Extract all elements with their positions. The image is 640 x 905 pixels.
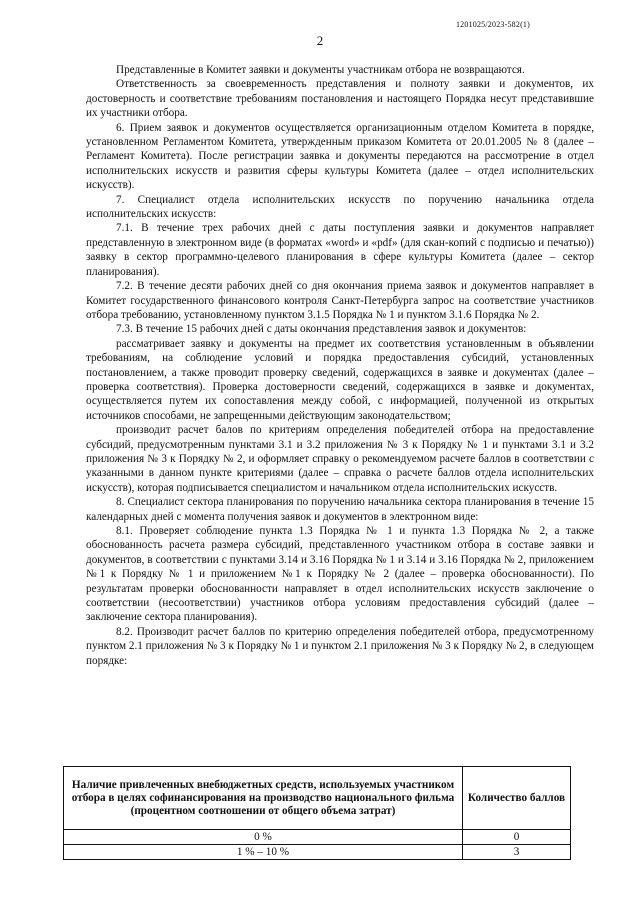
header-points: Количество баллов xyxy=(463,767,571,830)
page-number: 2 xyxy=(316,33,324,48)
paragraph-8: 8. Специалист сектора планирования по поручению начальника сектора планирования в течение 15 календарных дней с момента получения заявок и документов в электронном виде: xyxy=(86,496,594,523)
row-points: 3 xyxy=(463,845,571,860)
row-points: 0 xyxy=(463,830,571,845)
document-body xyxy=(86,63,594,668)
row-range: 1 % – 10 % xyxy=(64,845,463,860)
table-row xyxy=(64,830,571,845)
paragraph-8-2: 8.2. Производит расчет баллов по критерию определения победителей отбора, предусмотренному пунктом 2.1 приложения № 3 к Порядку № 1 и пунктом 2.1 приложения № 3 к Порядку № 2, в следующем порядке: xyxy=(86,625,594,667)
table-header-row xyxy=(64,767,571,830)
paragraph-6: 6. Прием заявок и документов осуществляется организационным отделом Комитета в порядке, установленном Регламентом Комитета, утвержденным приказом Комитета от 20.01.2005 № 8 (далее – Регламент Комитета). После регистрации заявка и документы передаются на рассмотрение в отдел исполнительских искусств и развития сферы культуры Комитета (далее – отдел исполнительских искусств). xyxy=(86,121,594,192)
scoring-table xyxy=(63,766,571,860)
document-number: 1201025/2023-582(1) xyxy=(455,20,530,29)
row-range: 0 % xyxy=(64,830,463,845)
table-row xyxy=(64,845,571,860)
header-funding-share: Наличие привлеченных внебюджетных средств, используемых участником отбора в целях софинансирования на производство национального фильма (процентном соотношении от общего объема затрат) xyxy=(64,767,463,830)
paragraph-7-3-scoring: производит расчет балов по критериям определения победителей отбора на предоставление субсидий, предусмотренным пунктами 3.1 и 3.2 приложения № 3 к Порядку № 1 и пунктами 3.1 и 3.2 приложения № 3 к Порядку № 2, и оформляет справку о рекомендуемом расчете баллов в соответствии с указанными в данном пункте критериями (далее – справка о расчете баллов отдела исполнительских искусств), которая подписывается специалистом и начальником отдела исполнительских искусств. xyxy=(86,424,594,494)
paragraph-return-notice: Представленные в Комитет заявки и документы участникам отбора не возвращаются. xyxy=(116,64,525,76)
paragraph-7-1: 7.1. В течение трех рабочих дней с даты поступления заявки и документов направляет представленную в электронном виде (в форматах «word» и «pdf» (для скан-копий с подписью и печатью)) заявку в сектор программно-целевого планирования в сфере культуры Комитета (далее – сектор планирования). xyxy=(86,222,594,278)
paragraph-7: 7. Специалист отдела исполнительских искусств по поручению начальника отдела исполнительских искусств: xyxy=(86,193,594,221)
paragraph-8-1: 8.1. Проверяет соблюдение пункта 1.3 Порядка № 1 и пункта 1.3 Порядка № 2, а также обоснованность расчета размера субсидий, представленного участником отбора в составе заявки и документов, в соответствии с пунктами 3.14 и 3.16 Порядка № 1 и 3.14 и 3.16 Порядка № 2, приложением №1 к Порядку № 1 и приложением №1 к Порядку № 2 (далее – проверка обоснованности). По результатам проверки обоснованности направляет в отдел исполнительских искусств заключение о соответствии (несоответствии) участников отбора условиям предоставления субсидий (далее – заключение сектора планирования). xyxy=(86,525,594,624)
paragraph-7-3-review: рассматривает заявку и документы на предмет их соответствия установленным в объявлении требованиям, на соблюдение условий и порядка предоставления субсидий, установленных постановлением, а также проводит проверку сведений, содержащихся в заявке и документах (далее – проверка соответствия). Проверка достоверности сведений, содержащихся в заявке и документах, осуществляется путем их сопоставления между собой, с информацией, полученной из открытых источников способами, не запрещенными действующим законодательством; xyxy=(86,337,594,422)
paragraph-responsibility: Ответственность за своевременность представления и полноту заявки и документов, их достоверность и соответствие требованиям постановления и настоящего Порядка несут представившие их участники отбора. xyxy=(86,78,594,120)
paragraph-7-2: 7.2. В течение десяти рабочих дней со дня окончания приема заявок и документов направляет в Комитет государственного финансового контроля Санкт-Петербурга запрос на соответствие участников отбора требованию, установленному пунктом 3.1.5 Порядка № 1 и пунктом 3.1.6 Порядка № 2. xyxy=(86,280,594,321)
paragraph-7-3: 7.3. В течение 15 рабочих дней с даты окончания представления заявок и документов: xyxy=(116,323,527,336)
